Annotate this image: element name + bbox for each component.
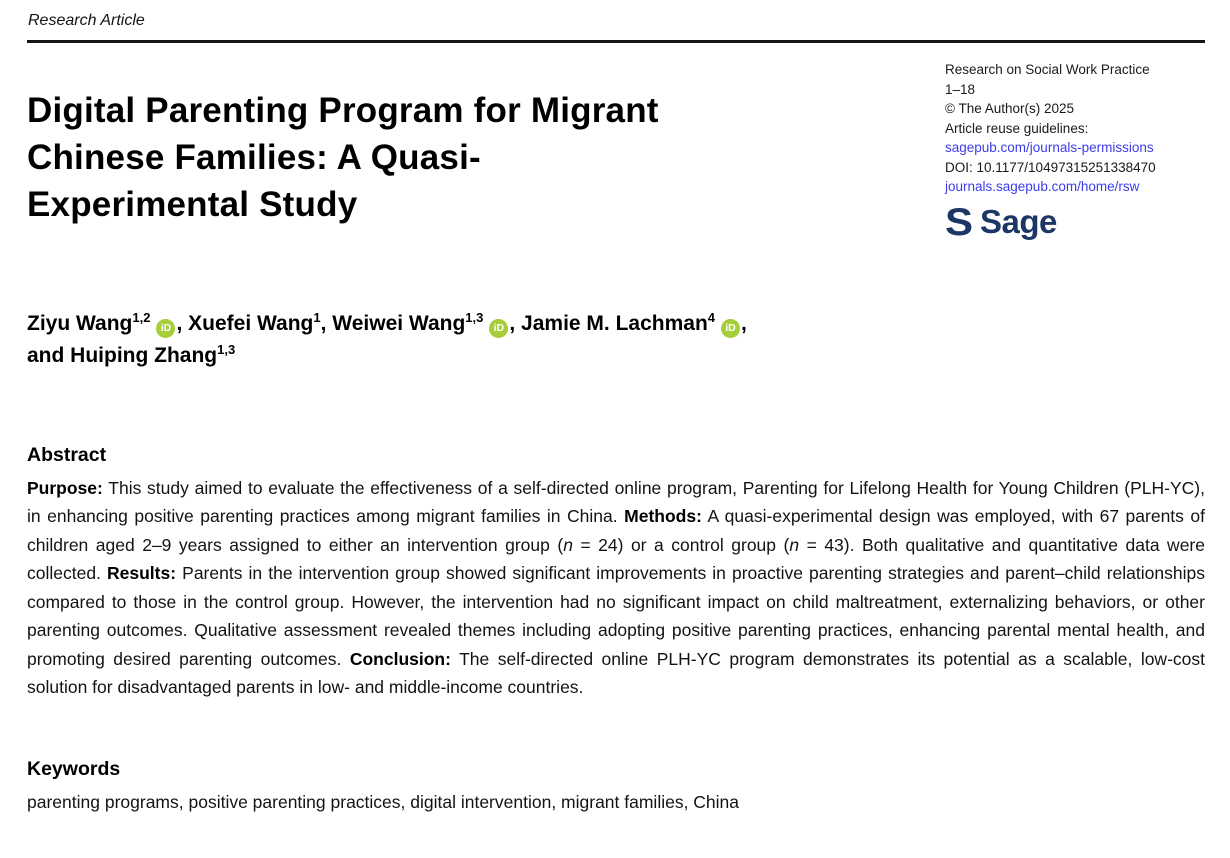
author-name: Xuefei Wang$^1$, (188, 309, 333, 335)
abstract-section-label: Purpose: (27, 477, 103, 498)
abstract-section-label: Methods: (624, 506, 702, 526)
orcid-icon[interactable]: iD (156, 319, 175, 338)
author-name: and Huiping Zhang$^{1,3}$ (27, 341, 236, 367)
affiliation-superscript: 1,3 (465, 309, 484, 325)
article-title: Digital Parenting Program for Migrant Chinese Families: A Quasi-Experimental Study (27, 91, 659, 224)
abstract-text: Purpose: This study aimed to evaluate the effectiveness of a self-directed online program, Parenting for Lifelong Health for Young Children (PLH-YC), in enhancing positive parenting practices among migrant families in China. Methods: A quasi-experimental design was employed, with 67 parents of children aged 2–9 years assigned to either an intervention group (n = 24) or a control group (n = 43). Both qualitative and quantitative data were collected. Results: Parents in the intervention group showed significant improvements in proactive parenting strategies and parent–child relationships compared to those in the control group. However, the intervention had no significant impact on child maltreatment, externalizing behaviors, or other parenting outcomes. Qualitative assessment revealed themes including adopting positive parenting practices, enhancing parental mental health, and promoting desired parenting outcomes. Conclusion: The self-directed online PLH-YC program demonstrates its potential as a scalable, low-cost solution for disadvantaged parents in low- and middle-income countries. (27, 477, 1206, 697)
author-list (27, 308, 1077, 372)
copyright-notice: © The Author(s) 2025 (945, 101, 1075, 116)
page-range: 1–18 (945, 81, 976, 97)
header-row (27, 43, 1205, 242)
abstract-section-label: Conclusion: (349, 648, 451, 669)
affiliation-superscript: 1,3 (217, 341, 236, 357)
abstract-heading: Abstract (27, 443, 107, 466)
affiliation-superscript: 4 (707, 309, 716, 325)
author-name: Weiwei Wang$^{1,3}$iD , (332, 312, 521, 335)
publisher-name: Sage (980, 202, 1057, 240)
abstract-section-label: Results: (107, 563, 177, 583)
sage-s-icon: S (945, 199, 974, 243)
doi-line: DOI: 10.1177/10497315251338470 (945, 159, 1156, 175)
keywords-heading: Keywords (27, 757, 121, 780)
permissions-link[interactable]: sagepub.com/journals-permissions (945, 140, 1154, 155)
author-name: Ziyu Wang$^{1,2}$iD , (27, 312, 188, 335)
orcid-icon[interactable]: iD (489, 319, 508, 338)
journal-home-link[interactable]: journals.sagepub.com/home/rsw (945, 179, 1140, 194)
journal-info-block (945, 60, 1205, 242)
author-name: Jamie M. Lachman$^4$iD , (521, 312, 747, 335)
affiliation-superscript: 1 (313, 309, 321, 325)
keywords-text: parenting programs, positive parenting practices, digital intervention, migrant families, China (27, 791, 740, 812)
affiliation-superscript: 1,2 (132, 309, 151, 325)
article-type-label: Research Article (28, 12, 145, 29)
reuse-guidelines-label: Article reuse guidelines: (945, 120, 1089, 136)
journal-name: Research on Social Work Practice (945, 62, 1150, 77)
publisher-logo (945, 199, 1205, 243)
orcid-icon[interactable]: iD (721, 319, 740, 338)
